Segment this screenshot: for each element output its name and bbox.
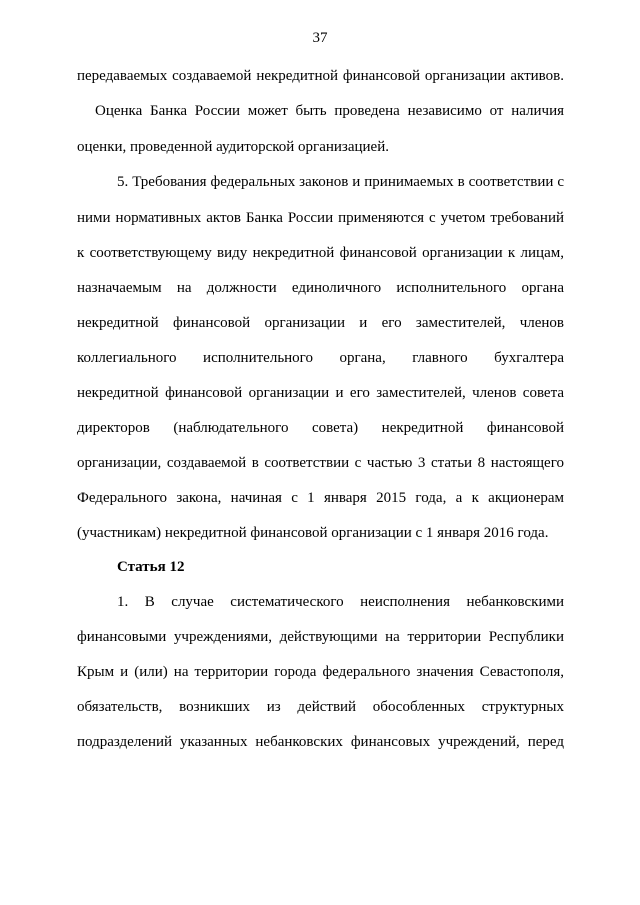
text-line: передаваемых создаваемой некредитной финансовой организации активов. xyxy=(77,68,564,84)
text-line: оценки, проведенной аудиторской организацией. xyxy=(77,139,389,155)
page-number: 37 xyxy=(312,30,328,46)
text-line: Оценка Банка России может быть проведена независимо от наличия xyxy=(95,103,564,119)
text-line: подразделений указанных небанковских финансовых учреждений, перед xyxy=(77,734,564,750)
text-line: 1. В случае систематического неисполнения небанковскими xyxy=(117,594,564,610)
text-line: назначаемым на должности единоличного исполнительного органа xyxy=(77,280,564,296)
text-line: Крым и (или) на территории города федерального значения Севастополя, xyxy=(77,664,564,680)
text-line: Федерального закона, начиная с 1 января 2015 года, а к акционерам xyxy=(77,490,564,506)
text-line: директоров (наблюдательного совета) некредитной финансовой xyxy=(77,420,564,436)
text-line: ними нормативных актов Банка России применяются с учетом требований xyxy=(77,210,564,226)
text-line: 5. Требования федеральных законов и принимаемых в соответствии с xyxy=(117,174,564,190)
text-line: (участникам) некредитной финансовой организации с 1 января 2016 года. xyxy=(77,525,549,541)
text-line: коллегиального исполнительного органа, главного бухгалтера xyxy=(77,350,564,366)
text-line: финансовыми учреждениями, действующими на территории Республики xyxy=(77,629,564,645)
text-line: некредитной финансовой организации и его заместителей, членов совета xyxy=(77,385,564,401)
text-line: обязательств, возникших из действий обособленных структурных xyxy=(77,699,564,715)
text-line: организации, создаваемой в соответствии с частью 3 статьи 8 настоящего xyxy=(77,455,564,471)
text-line: к соответствующему виду некредитной финансовой организации к лицам, xyxy=(77,245,564,261)
text-line: некредитной финансовой организации и его заместителей, членов xyxy=(77,315,564,331)
article-heading: Статья 12 xyxy=(117,559,185,575)
